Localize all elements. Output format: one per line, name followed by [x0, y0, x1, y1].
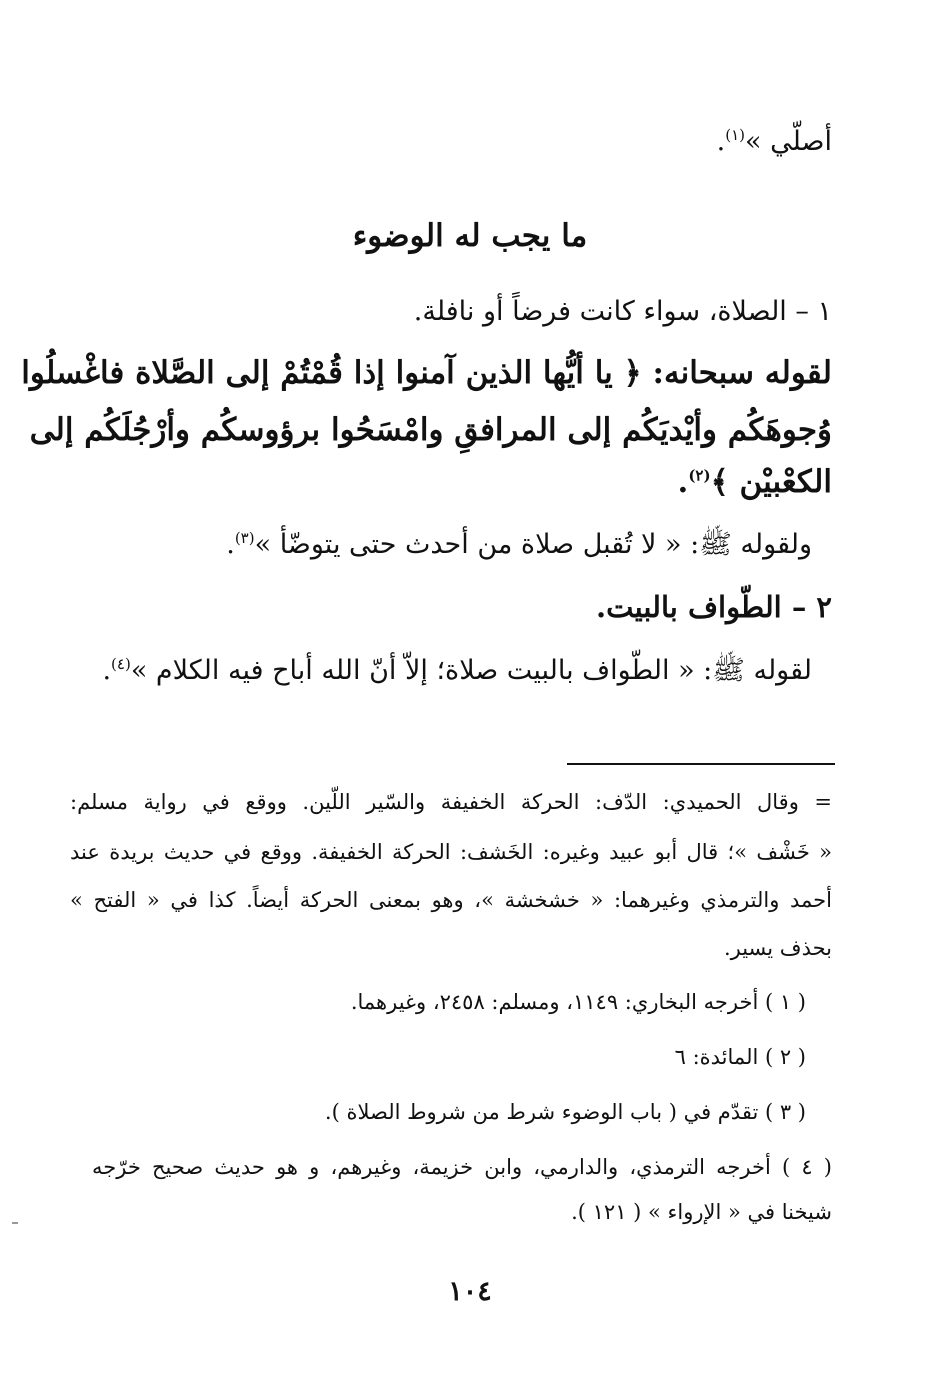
footnote-3: ( ٣ ) تقدّم في ( باب الوضوء شرط من شروط الصلاة ). — [324, 1100, 806, 1124]
scan-edge-mark — [12, 1222, 18, 1224]
hadith-2-line — [102, 653, 812, 693]
verse-line-3-text: الكعْبيْن ﴾ — [710, 464, 832, 500]
verse-line-1: لقوله سبحانه: ﴿ يا أيُّها الذين آمنوا إذا قُمْتُمْ إلى الصَّلاة فاغْسلُوا — [21, 355, 832, 391]
footnote-1: ( ١ ) أخرجه البخاري: ١١٤٩، ومسلم: ٢٤٥٨، وغيرهما. — [350, 990, 806, 1014]
page-number: ١٠٤ — [448, 1276, 492, 1307]
footnote-continued-line-3: أحمد والترمذي وغيرهما: « خشخشة »، وهو بمعنى الحركة أيضاً. كذا في « الفتح » — [70, 888, 832, 912]
footnote-ref-2: (٢) — [688, 466, 711, 485]
item-2-tawaf: ٢ – الطّواف بالبيت. — [596, 590, 832, 624]
verse-line-3 — [678, 464, 832, 500]
footnote-ref-4: (٤) — [111, 655, 131, 673]
footnote-continued-line-1: = وقال الحميدي: الدّف: الحركة الخفيفة والسّير اللّين. ووقع في رواية مسلم: — [70, 790, 832, 814]
top-line-end: . — [716, 126, 726, 157]
hadith-1-end: . — [226, 529, 235, 560]
footnote-separator — [567, 763, 835, 765]
item-1-prayer: ١ – الصلاة، سواء كانت فرضاً أو نافلة. — [413, 296, 832, 327]
footnote-2: ( ٢ ) المائدة: ٦ — [674, 1045, 806, 1069]
hadith-2-text: لقوله ﷺ: « الطّواف بالبيت صلاة؛ إلاّ أنّ الله أباح فيه الكلام » — [130, 655, 812, 686]
footnote-4-line-1: ( ٤ ) أخرجه الترمذي، والدارمي، وابن خزيمة، وغيرهم، و هو حديث صحيح خرّجه — [92, 1155, 832, 1179]
verse-line-2: وُجوهَكُم وأيْديَكُم إلى المرافقِ وامْسَحُوا برؤوسكُم وأرْجُلَكُم إلى — [29, 412, 832, 448]
section-heading: ما يجب له الوضوء — [352, 218, 588, 254]
hadith-1-text: ولقوله ﷺ: « لا تُقبل صلاة من أحدث حتى يتوضّأ » — [254, 529, 812, 560]
footnote-ref-1: (١) — [725, 126, 746, 144]
top-line-text: أصلّي » — [745, 126, 832, 157]
footnote-continued-line-4: بحذف يسير. — [723, 936, 832, 960]
hadith-1-line — [226, 527, 812, 567]
verse-line-3-end: . — [677, 464, 689, 500]
footnote-ref-3: (٣) — [234, 529, 255, 547]
top-continuation-line — [717, 126, 832, 157]
footnote-continued-line-2: « خَشْف »؛ قال أبو عبيد وغيره: الخَشف: الحركة الخفيفة. ووقع في حديث بريدة عند — [70, 840, 833, 864]
footnote-4-line-2: شيخنا في « الإرواء » ( ١٢١ ). — [571, 1200, 832, 1224]
hadith-2-end: . — [102, 655, 112, 686]
